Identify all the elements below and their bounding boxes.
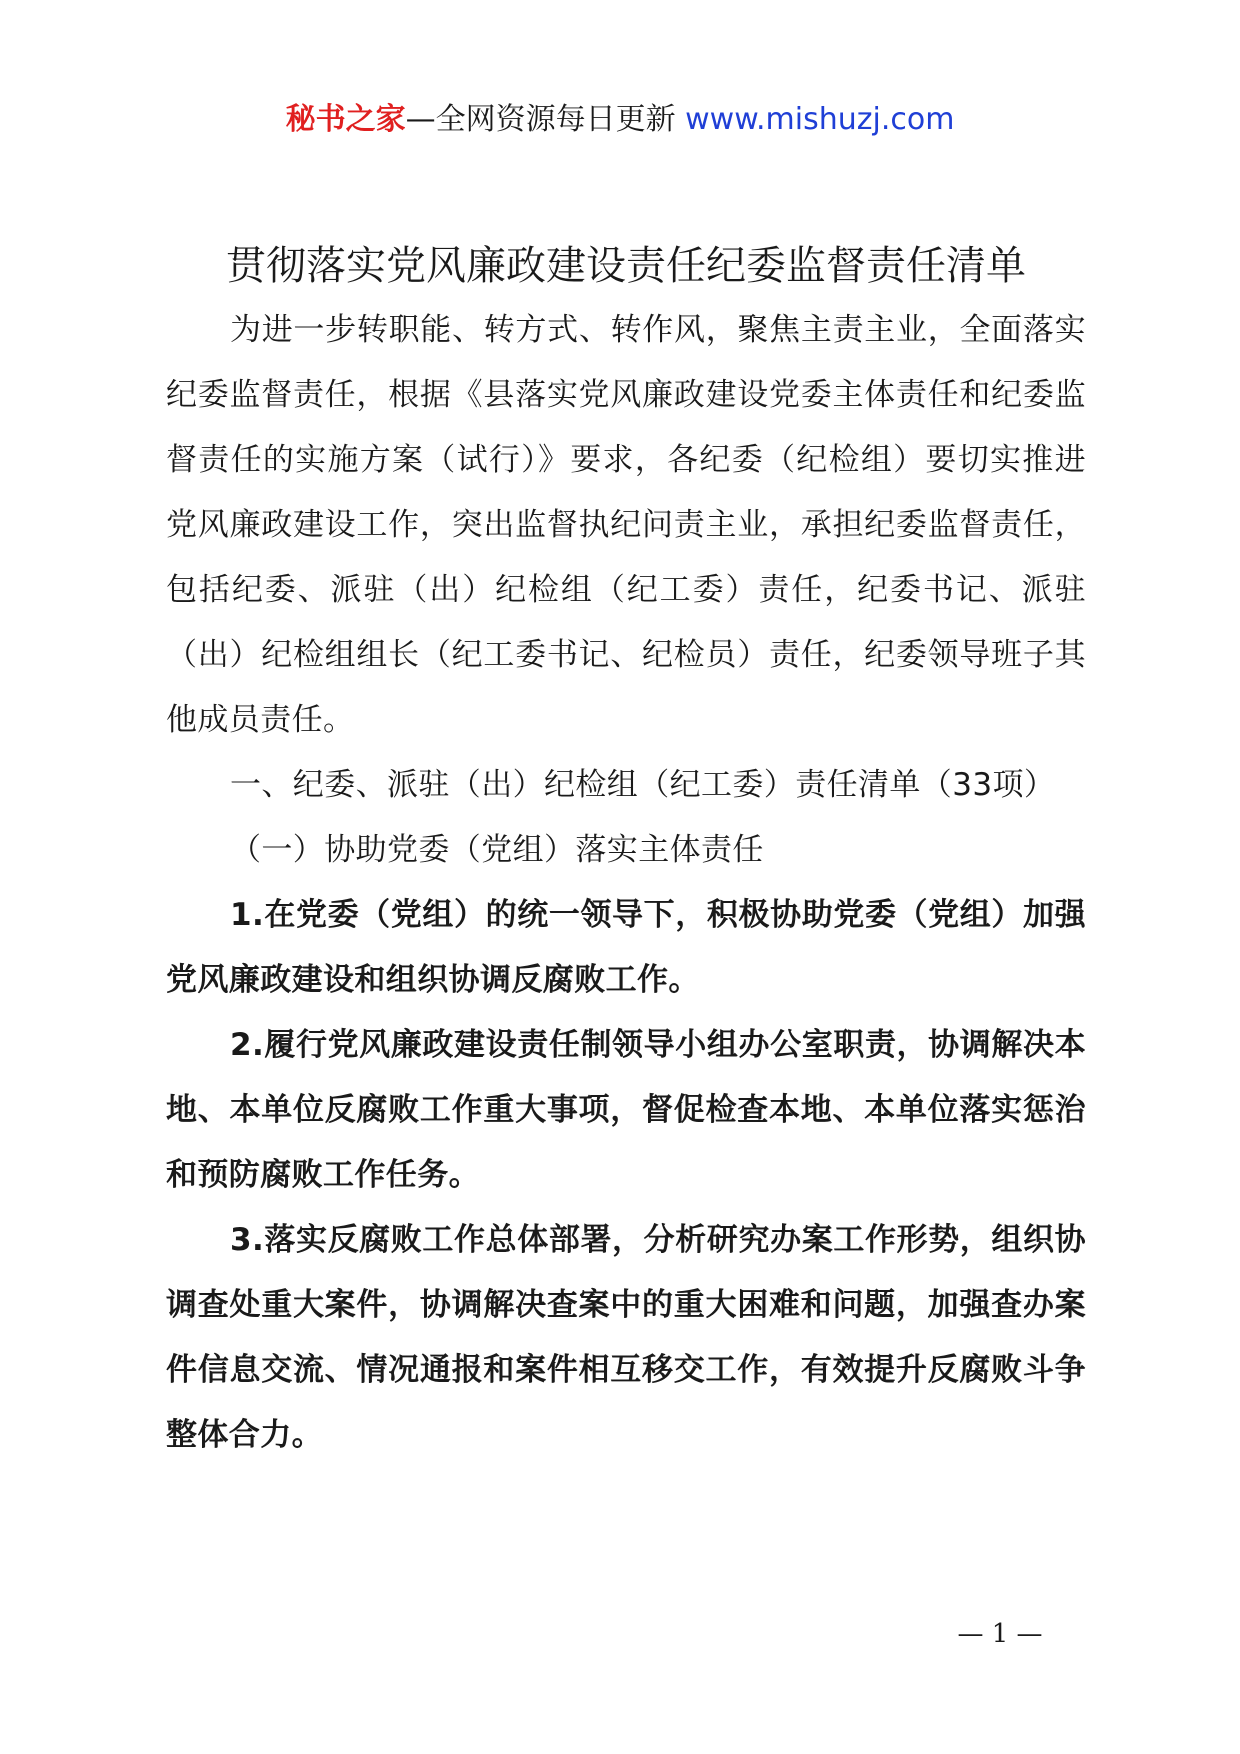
section-heading: 一、纪委、派驻（出）纪检组（纪工委）责任清单（33项） (230, 767, 1056, 803)
list-item: 1.在党委（党组）的统一领导下，积极协助党委（党组）加强党风廉政建设和组织协调反腐败工作。 (166, 897, 1086, 998)
document-title: 贯彻落实党风廉政建设责任纪委监督责任清单 (226, 243, 1026, 289)
list-item: 3.落实反腐败工作总体部署，分析研究办案工作形势，组织协调查处重大案件，协调解决查案中的重大困难和问题，加强查办案件信息交流、情况通报和案件相互移交工作，有效提升反腐败斗争整体合力。 (166, 1222, 1086, 1453)
site-header (0, 100, 1240, 140)
intro-paragraph: 为进一步转职能、转方式、转作风，聚焦主责主业，全面落实纪委监督责任，根据《县落实党风廉政建设党委主体责任和纪委监督责任的实施方案（试行）》要求，各纪委（纪检组）要切实推进党风廉政建设工作，突出监督执纪问责主业，承担纪委监督责任，包括纪委、派驻（出）纪检组（纪工委）责任，纪委书记、派驻（出）纪检组组长（纪工委书记、纪检员）责任，纪委领导班子其他成员责任。 (166, 312, 1086, 738)
subsection-heading: （一）协助党委（党组）落实主体责任 (230, 832, 764, 868)
site-tagline: —全网资源每日更新 (405, 102, 686, 137)
page-number: — 1 — (957, 1619, 1043, 1649)
site-url-link[interactable]: www.mishuzj.com (685, 102, 955, 137)
site-brand: 秘书之家 (285, 102, 406, 137)
list-item: 2.履行党风廉政建设责任制领导小组办公室职责，协调解决本地、本单位反腐败工作重大事项，督促检查本地、本单位落实惩治和预防腐败工作任务。 (166, 1027, 1086, 1193)
document-body (166, 298, 1086, 1468)
